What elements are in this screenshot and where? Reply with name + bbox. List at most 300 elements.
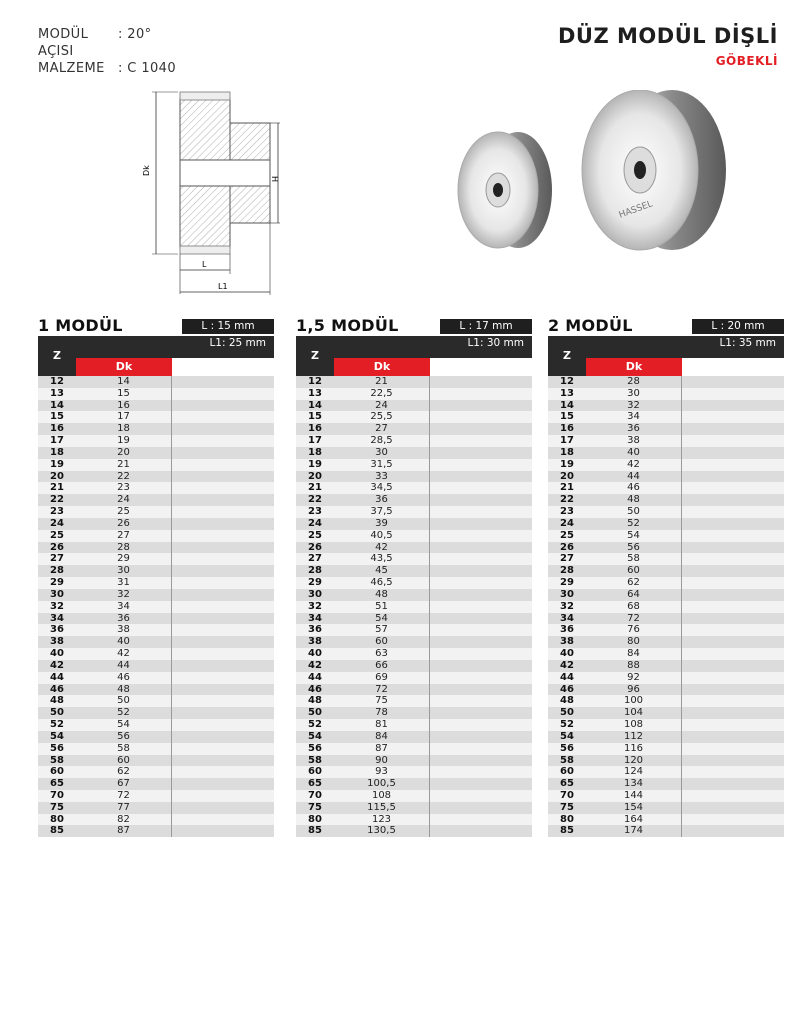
z-cell: 52 — [560, 719, 574, 731]
empty-cell — [430, 802, 532, 814]
table-row — [38, 589, 274, 601]
empty-cell — [172, 601, 274, 613]
dk-cell: 80 — [586, 636, 682, 648]
z-cell: 56 — [560, 742, 574, 754]
empty-cell — [682, 660, 784, 672]
z-cell: 52 — [308, 719, 322, 731]
dk-cell: 174 — [586, 825, 682, 837]
empty-cell — [172, 743, 274, 755]
dk-dimension-label: Dk — [142, 165, 151, 176]
table-row — [548, 530, 784, 542]
z-cell: 75 — [560, 801, 574, 813]
table-row — [548, 400, 784, 412]
dk-cell: 30 — [76, 565, 172, 577]
empty-cell — [682, 695, 784, 707]
table-module-1-5 — [296, 316, 532, 837]
z-cell: 80 — [560, 813, 574, 825]
z-cell: 15 — [560, 411, 574, 423]
spec-block — [38, 26, 176, 77]
empty-cell — [682, 494, 784, 506]
table-row — [38, 447, 274, 459]
table-row — [38, 624, 274, 636]
table-rows — [296, 376, 532, 837]
dk-cell: 33 — [334, 471, 430, 483]
empty-cell — [682, 790, 784, 802]
z-cell: 27 — [560, 553, 574, 565]
table-row — [548, 565, 784, 577]
dk-cell: 100,5 — [334, 778, 430, 790]
table-row — [296, 613, 532, 625]
z-cell: 58 — [50, 754, 64, 766]
z-cell: 38 — [560, 636, 574, 648]
empty-cell — [430, 790, 532, 802]
dk-cell: 60 — [586, 565, 682, 577]
empty-cell — [172, 459, 274, 471]
table-row — [38, 542, 274, 554]
table-row — [548, 459, 784, 471]
dk-cell: 24 — [334, 400, 430, 412]
l-spec-box: L : 20 mm — [692, 319, 784, 334]
z-cell: 22 — [50, 494, 64, 506]
z-cell: 58 — [308, 754, 322, 766]
table-row — [296, 814, 532, 826]
z-cell: 85 — [50, 825, 64, 837]
empty-cell — [682, 542, 784, 554]
empty-cell — [430, 376, 532, 388]
table-row — [38, 660, 274, 672]
dk-cell: 29 — [76, 553, 172, 565]
table-row — [296, 423, 532, 435]
empty-cell — [172, 388, 274, 400]
empty-cell — [172, 530, 274, 542]
empty-cell — [682, 553, 784, 565]
dk-cell: 34,5 — [334, 482, 430, 494]
empty-cell — [430, 660, 532, 672]
z-cell: 13 — [308, 387, 322, 399]
z-cell: 70 — [50, 789, 64, 801]
empty-cell — [682, 778, 784, 790]
table-row — [38, 471, 274, 483]
gear-product-photo — [440, 90, 770, 260]
table-row — [296, 695, 532, 707]
l1-dimension-label: L1 — [218, 282, 228, 291]
table-row — [296, 553, 532, 565]
table-row — [296, 743, 532, 755]
dk-cell: 96 — [586, 684, 682, 696]
empty-cell — [172, 778, 274, 790]
z-cell: 46 — [560, 683, 574, 695]
z-cell: 29 — [50, 577, 64, 589]
dk-cell: 40 — [586, 447, 682, 459]
empty-cell — [172, 471, 274, 483]
z-cell: 85 — [560, 825, 574, 837]
empty-cell — [430, 518, 532, 530]
table-row — [548, 790, 784, 802]
table-row — [38, 459, 274, 471]
material-value: : C 1040 — [118, 61, 177, 76]
z-cell: 27 — [50, 553, 64, 565]
dk-cell: 68 — [586, 601, 682, 613]
module-angle-label: MODÜL AÇISI — [38, 27, 89, 59]
empty-cell — [172, 684, 274, 696]
dk-cell: 67 — [76, 778, 172, 790]
z-cell: 29 — [560, 577, 574, 589]
empty-cell — [682, 802, 784, 814]
dk-cell: 51 — [334, 601, 430, 613]
table-row — [548, 388, 784, 400]
z-cell: 18 — [308, 446, 322, 458]
z-cell: 56 — [308, 742, 322, 754]
empty-cell — [682, 743, 784, 755]
z-cell: 32 — [50, 600, 64, 612]
empty-cell — [430, 766, 532, 778]
z-cell: 34 — [560, 612, 574, 624]
table-row — [296, 766, 532, 778]
z-cell: 13 — [560, 387, 574, 399]
z-cell: 42 — [50, 659, 64, 671]
z-cell: 16 — [308, 423, 322, 435]
empty-cell — [430, 719, 532, 731]
empty-cell — [172, 672, 274, 684]
dk-header: Dk — [586, 358, 682, 376]
dk-cell: 31 — [76, 577, 172, 589]
dk-cell: 34 — [586, 411, 682, 423]
table-row — [38, 518, 274, 530]
table-row — [296, 660, 532, 672]
z-cell: 26 — [560, 541, 574, 553]
table-row — [548, 411, 784, 423]
z-cell: 42 — [560, 659, 574, 671]
z-cell: 50 — [308, 707, 322, 719]
table-row — [38, 766, 274, 778]
dk-cell: 69 — [334, 672, 430, 684]
dk-cell: 108 — [334, 790, 430, 802]
table-row — [296, 447, 532, 459]
table-row — [38, 648, 274, 660]
table-row — [38, 482, 274, 494]
table-module-1 — [38, 316, 274, 837]
z-cell: 36 — [560, 624, 574, 636]
z-cell: 70 — [560, 789, 574, 801]
dk-cell: 28 — [76, 542, 172, 554]
table-row — [296, 506, 532, 518]
table-row — [548, 577, 784, 589]
dk-cell: 50 — [586, 506, 682, 518]
dk-cell: 52 — [76, 707, 172, 719]
table-row — [296, 482, 532, 494]
table-row — [548, 553, 784, 565]
dk-cell: 57 — [334, 624, 430, 636]
z-cell: 24 — [308, 517, 322, 529]
empty-cell — [172, 423, 274, 435]
table-row — [296, 376, 532, 388]
table-row — [548, 624, 784, 636]
table-row — [296, 494, 532, 506]
empty-cell — [172, 790, 274, 802]
dk-cell: 58 — [76, 743, 172, 755]
table-row — [296, 684, 532, 696]
empty-cell — [430, 553, 532, 565]
z-cell: 19 — [308, 458, 322, 470]
module-title: 1 MODÜL — [38, 316, 123, 335]
table-row — [296, 400, 532, 412]
dk-cell: 115,5 — [334, 802, 430, 814]
table-row — [548, 494, 784, 506]
dk-cell: 76 — [586, 624, 682, 636]
z-cell: 46 — [50, 683, 64, 695]
dk-header: Dk — [76, 358, 172, 376]
table-row — [296, 589, 532, 601]
dk-cell: 130,5 — [334, 825, 430, 837]
z-cell: 36 — [308, 624, 322, 636]
dk-cell: 22 — [76, 471, 172, 483]
table-row — [38, 672, 274, 684]
table-row — [38, 613, 274, 625]
dk-cell: 77 — [76, 802, 172, 814]
z-cell: 14 — [560, 399, 574, 411]
gear-cross-section-drawing — [140, 88, 280, 298]
table-row — [38, 707, 274, 719]
dk-cell: 23 — [76, 482, 172, 494]
z-cell: 40 — [560, 648, 574, 660]
dk-cell: 30 — [586, 388, 682, 400]
z-cell: 23 — [50, 506, 64, 518]
z-cell: 16 — [50, 423, 64, 435]
dk-cell: 38 — [586, 435, 682, 447]
empty-cell — [682, 506, 784, 518]
empty-cell — [430, 731, 532, 743]
empty-cell — [430, 506, 532, 518]
table-row — [38, 778, 274, 790]
z-cell: 58 — [560, 754, 574, 766]
z-cell: 17 — [560, 435, 574, 447]
empty-cell — [682, 624, 784, 636]
table-row — [38, 494, 274, 506]
empty-cell — [430, 542, 532, 554]
empty-cell — [172, 482, 274, 494]
dk-cell: 50 — [76, 695, 172, 707]
empty-cell — [430, 589, 532, 601]
table-row — [38, 530, 274, 542]
table-row — [296, 577, 532, 589]
z-cell: 60 — [308, 766, 322, 778]
empty-cell — [682, 530, 784, 542]
empty-cell — [430, 743, 532, 755]
empty-cell — [430, 672, 532, 684]
z-cell: 30 — [560, 588, 574, 600]
table-row — [296, 530, 532, 542]
h-dimension-label: H — [270, 176, 279, 183]
table-row — [548, 482, 784, 494]
dk-cell: 30 — [334, 447, 430, 459]
z-cell: 34 — [308, 612, 322, 624]
z-cell: 28 — [308, 565, 322, 577]
empty-cell — [172, 565, 274, 577]
title-block — [558, 24, 778, 68]
z-cell: 12 — [560, 376, 574, 387]
page-title: DÜZ MODÜL DİŞLİ — [557, 24, 778, 48]
l-dimension-label: L — [202, 260, 207, 269]
table-row — [38, 411, 274, 423]
empty-cell — [682, 684, 784, 696]
empty-cell — [430, 648, 532, 660]
z-cell: 54 — [308, 730, 322, 742]
table-row — [296, 435, 532, 447]
page-subtitle: GÖBEKLİ — [715, 54, 778, 68]
empty-cell — [682, 648, 784, 660]
empty-cell — [430, 471, 532, 483]
empty-cell — [172, 755, 274, 767]
empty-cell — [172, 589, 274, 601]
table-row — [548, 672, 784, 684]
table-row — [296, 648, 532, 660]
small-gear-image — [458, 132, 552, 248]
dk-cell: 54 — [76, 719, 172, 731]
z-cell: 80 — [308, 813, 322, 825]
empty-cell — [430, 494, 532, 506]
dk-cell: 104 — [586, 707, 682, 719]
empty-cell — [430, 814, 532, 826]
dk-cell: 15 — [76, 388, 172, 400]
dk-cell: 27 — [76, 530, 172, 542]
l1-spec-bar: L1: 35 mm — [586, 336, 784, 358]
dk-cell: 75 — [334, 695, 430, 707]
empty-cell — [682, 447, 784, 459]
empty-cell — [172, 814, 274, 826]
table-row — [38, 636, 274, 648]
table-row — [548, 825, 784, 837]
table-row — [548, 601, 784, 613]
table-row — [548, 731, 784, 743]
z-cell: 75 — [308, 801, 322, 813]
table-row — [548, 542, 784, 554]
dk-cell: 48 — [334, 589, 430, 601]
empty-cell — [430, 411, 532, 423]
empty-cell — [682, 400, 784, 412]
empty-cell — [682, 589, 784, 601]
table-row — [38, 802, 274, 814]
table-row — [296, 802, 532, 814]
z-cell: 26 — [50, 541, 64, 553]
empty-cell — [682, 459, 784, 471]
dk-cell: 46,5 — [334, 577, 430, 589]
table-row — [38, 731, 274, 743]
empty-cell — [682, 435, 784, 447]
z-cell: 44 — [50, 671, 64, 683]
dk-cell: 22,5 — [334, 388, 430, 400]
table-row — [548, 766, 784, 778]
table-row — [296, 565, 532, 577]
z-cell: 19 — [50, 458, 64, 470]
table-row — [38, 565, 274, 577]
dk-cell: 32 — [76, 589, 172, 601]
empty-cell — [172, 624, 274, 636]
z-cell: 48 — [308, 695, 322, 707]
z-cell: 56 — [50, 742, 64, 754]
table-row — [548, 743, 784, 755]
z-cell: 75 — [50, 801, 64, 813]
dk-cell: 40,5 — [334, 530, 430, 542]
dk-cell: 18 — [76, 423, 172, 435]
z-cell: 85 — [308, 825, 322, 837]
dk-cell: 36 — [586, 423, 682, 435]
z-cell: 34 — [50, 612, 64, 624]
empty-cell — [430, 755, 532, 767]
z-cell: 52 — [50, 719, 64, 731]
empty-cell — [430, 636, 532, 648]
table-row — [38, 388, 274, 400]
dk-cell: 16 — [76, 400, 172, 412]
empty-cell — [172, 518, 274, 530]
dk-cell: 154 — [586, 802, 682, 814]
dk-cell: 56 — [76, 731, 172, 743]
empty-cell — [172, 506, 274, 518]
dk-cell: 54 — [334, 613, 430, 625]
z-cell: 65 — [308, 778, 322, 790]
dk-cell: 44 — [76, 660, 172, 672]
dk-cell: 31,5 — [334, 459, 430, 471]
empty-cell — [172, 719, 274, 731]
empty-cell — [682, 482, 784, 494]
z-cell: 22 — [560, 494, 574, 506]
module-title: 1,5 MODÜL — [296, 316, 399, 335]
dk-cell: 40 — [76, 636, 172, 648]
table-row — [38, 435, 274, 447]
z-cell: 32 — [560, 600, 574, 612]
empty-cell — [172, 411, 274, 423]
empty-cell — [682, 601, 784, 613]
table-row — [548, 613, 784, 625]
table-row — [296, 542, 532, 554]
table-row — [296, 636, 532, 648]
table-row — [296, 471, 532, 483]
z-cell: 29 — [308, 577, 322, 589]
table-module-2 — [548, 316, 784, 837]
z-cell: 70 — [308, 789, 322, 801]
empty-cell — [430, 778, 532, 790]
z-cell: 22 — [308, 494, 322, 506]
empty-cell — [172, 695, 274, 707]
table-row — [548, 719, 784, 731]
empty-cell — [682, 565, 784, 577]
dk-cell: 36 — [334, 494, 430, 506]
dk-cell: 84 — [334, 731, 430, 743]
dk-cell: 27 — [334, 423, 430, 435]
z-cell: 19 — [560, 458, 574, 470]
dk-cell: 42 — [76, 648, 172, 660]
z-cell: 15 — [308, 411, 322, 423]
empty-cell — [682, 707, 784, 719]
table-row — [548, 814, 784, 826]
dk-cell: 123 — [334, 814, 430, 826]
dk-cell: 43,5 — [334, 553, 430, 565]
empty-cell — [172, 802, 274, 814]
empty-cell — [172, 825, 274, 837]
z-cell: 14 — [50, 399, 64, 411]
empty-cell — [172, 613, 274, 625]
table-row — [548, 471, 784, 483]
dk-cell: 46 — [586, 482, 682, 494]
dk-cell: 21 — [76, 459, 172, 471]
dk-cell: 72 — [76, 790, 172, 802]
z-cell: 21 — [308, 482, 322, 494]
z-cell: 80 — [50, 813, 64, 825]
z-cell: 38 — [308, 636, 322, 648]
z-cell: 65 — [560, 778, 574, 790]
empty-cell — [682, 577, 784, 589]
table-row — [296, 790, 532, 802]
z-cell: 27 — [308, 553, 322, 565]
